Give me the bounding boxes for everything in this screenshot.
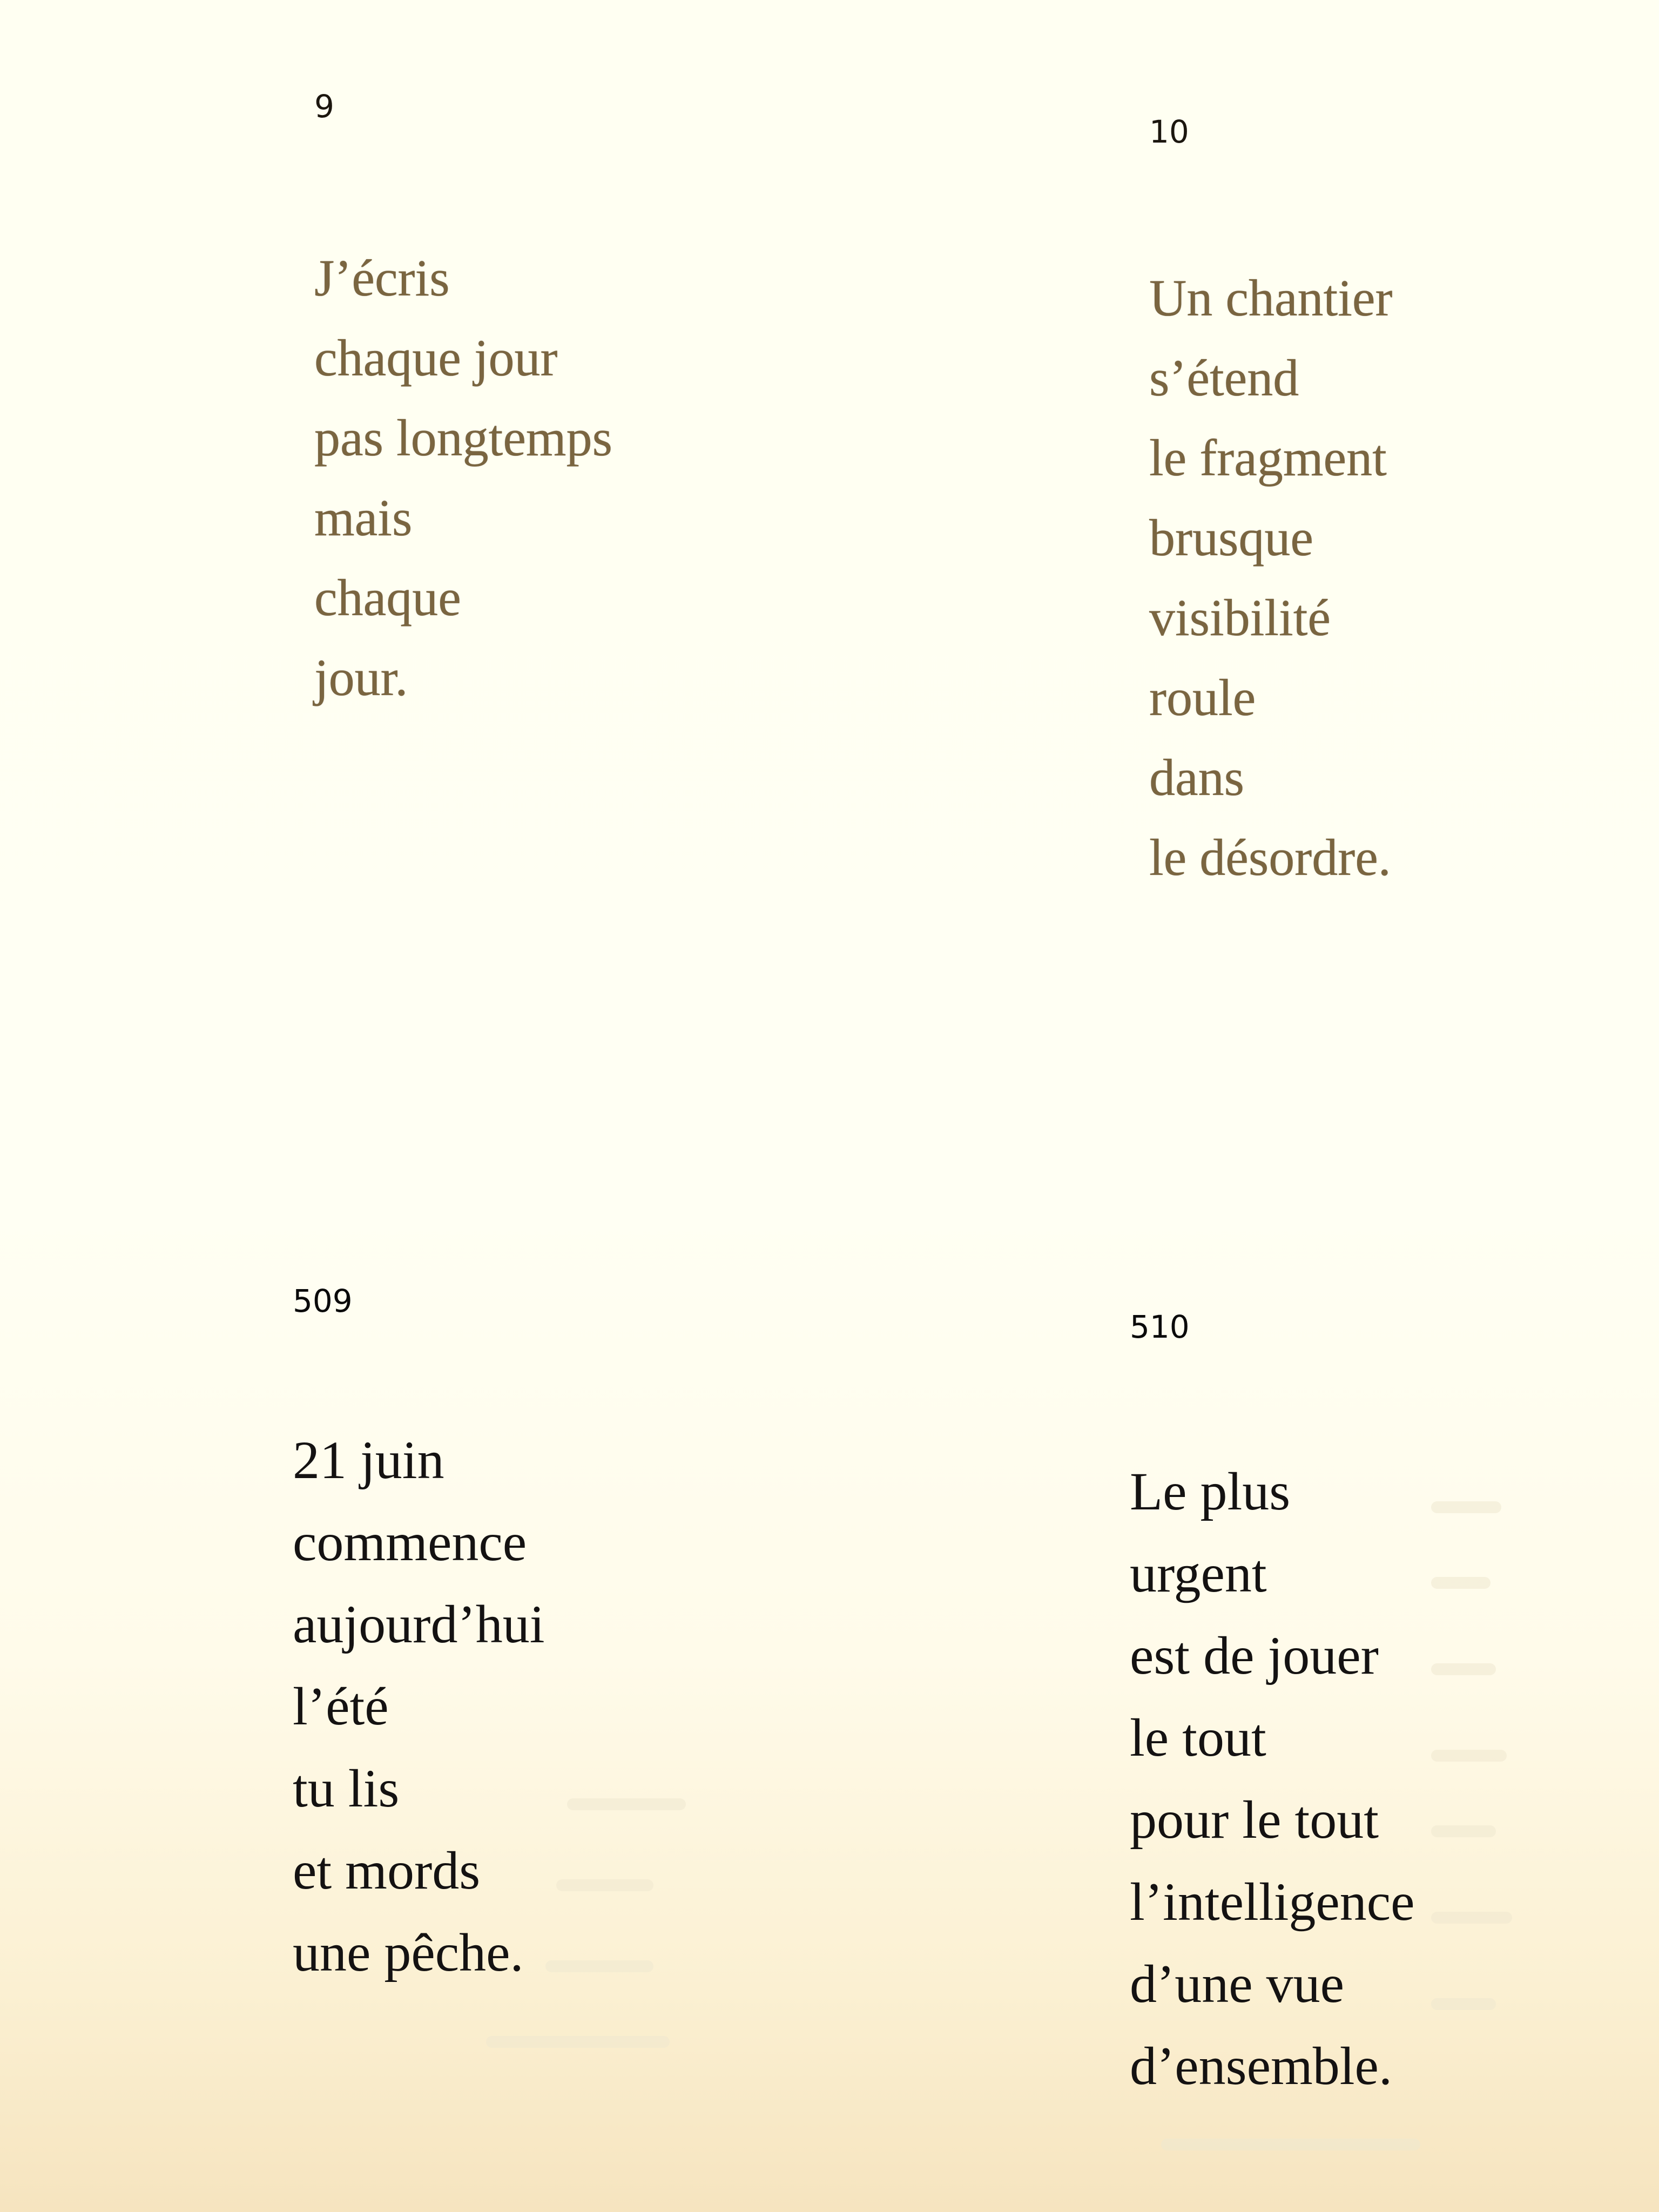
poem-line: pour le tout xyxy=(1130,1790,1379,1850)
poem-line: mais xyxy=(314,489,413,547)
poem-line: le tout xyxy=(1130,1708,1266,1768)
show-through-mark xyxy=(1431,1750,1507,1762)
poem-line: le fragment xyxy=(1149,429,1387,487)
poem-9 xyxy=(314,88,612,718)
poem-text xyxy=(314,238,612,718)
poem-line: Le plus xyxy=(1130,1461,1291,1521)
poem-line: 21 juin xyxy=(293,1430,444,1490)
poem-line: d’une vue xyxy=(1130,1954,1345,2014)
poem-line: l’été xyxy=(293,1676,389,1736)
poem-line: s’étend xyxy=(1149,349,1299,407)
poem-line: roule xyxy=(1149,669,1256,726)
poem-line: l’intelligence xyxy=(1130,1872,1415,1932)
poem-text xyxy=(293,1419,545,1994)
poem-510 xyxy=(1130,1311,1415,2107)
poem-line: urgent xyxy=(1130,1543,1267,1603)
poem-line: Un chantier xyxy=(1149,269,1393,327)
poem-line: est de jouer xyxy=(1130,1626,1379,1685)
show-through-mark xyxy=(1161,2139,1420,2150)
poem-line: visibilité xyxy=(1149,589,1331,646)
poem-text xyxy=(1149,258,1392,898)
show-through-mark xyxy=(1431,1577,1491,1589)
poem-line: brusque xyxy=(1149,509,1313,567)
poem-text xyxy=(1130,1451,1415,2107)
poem-line: et mords xyxy=(293,1840,481,1900)
poem-line: dans xyxy=(1149,748,1244,806)
poem-line: le désordre. xyxy=(1149,828,1391,886)
poem-line: jour. xyxy=(314,649,408,706)
poem-line: commence xyxy=(293,1512,527,1572)
poem-line: pas longtemps xyxy=(314,409,612,467)
poem-line: une pêche. xyxy=(293,1923,524,1982)
poem-line: aujourd’hui xyxy=(293,1594,545,1654)
show-through-mark xyxy=(486,2036,670,2048)
poem-line: J’écris xyxy=(314,249,450,307)
poem-number: 9 xyxy=(314,88,334,125)
show-through-mark xyxy=(556,1879,653,1891)
poem-line: chaque jour xyxy=(314,329,558,387)
show-through-mark xyxy=(1431,1663,1496,1675)
show-through-mark xyxy=(1431,1501,1501,1513)
show-through-mark xyxy=(1431,1825,1496,1837)
show-through-mark xyxy=(1431,1912,1512,1924)
show-through-mark xyxy=(1431,1998,1496,2010)
show-through-mark xyxy=(545,1960,653,1972)
poem-509 xyxy=(293,1285,545,1994)
poem-line: tu lis xyxy=(293,1758,400,1818)
poem-number: 509 xyxy=(293,1283,353,1319)
poem-number: 10 xyxy=(1149,113,1189,150)
poem-line: d’ensemble. xyxy=(1130,2036,1392,2096)
poem-number: 510 xyxy=(1130,1309,1190,1345)
show-through-mark xyxy=(567,1798,686,1810)
poem-10 xyxy=(1149,113,1393,898)
poem-line: chaque xyxy=(314,569,461,626)
